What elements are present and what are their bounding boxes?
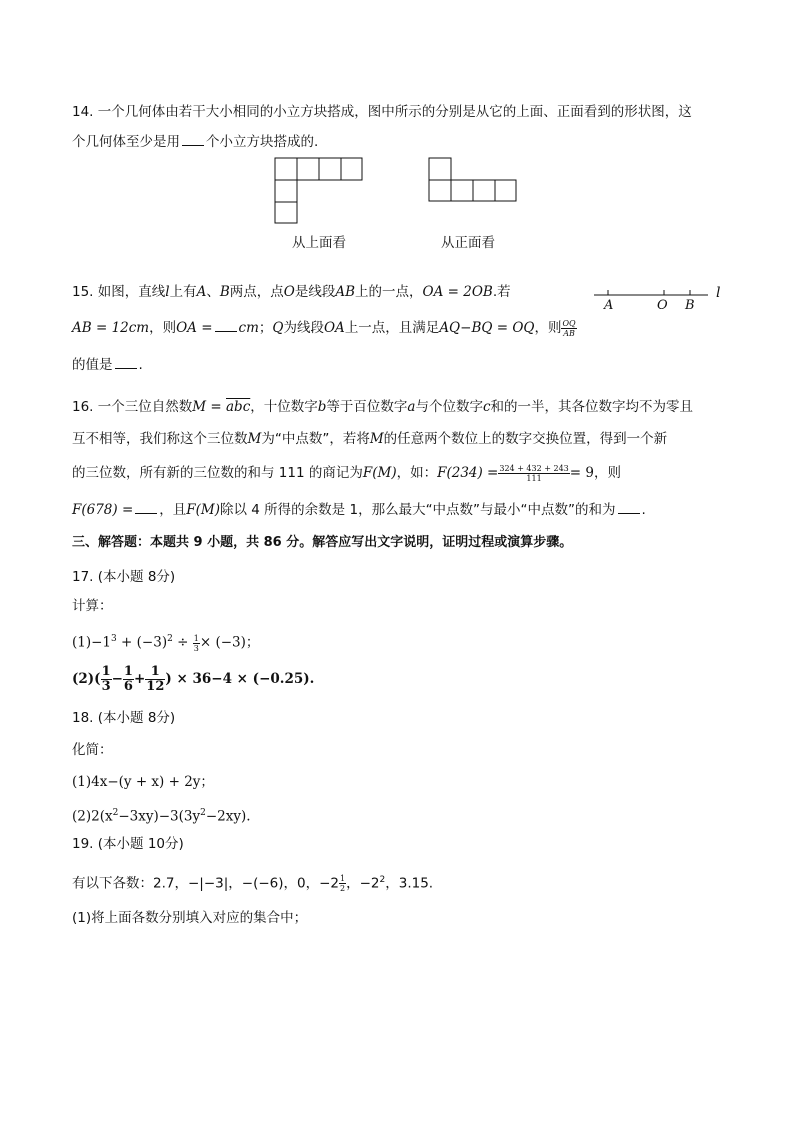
q17-instruction: 计算： [72, 598, 113, 614]
q15-line3: 的值是 . [72, 357, 143, 373]
top-view-caption: 从上面看 [292, 235, 346, 251]
q15-line2: AB = 12cm，则OA = cm；Q为线段OA上一点，且满足AQ−BQ = OQ，则 $\frac{OQ}{AB}$ [72, 318, 576, 338]
q19-numbers: 有以下各数：2.7，−|−3|，−(−6)，0，−2 $\frac{1}{2}$ ，$-2^2$，3.15. [72, 874, 434, 893]
point-a-label: A [604, 298, 614, 313]
q19-heading: 19. (本小题 10分) [72, 836, 184, 852]
q17-part2: (2)( $\frac{1}{3}$ − $\frac{1}{6}$ + $\frac{1}{12}$ ) × 36−4 × (−0.25). [72, 664, 315, 694]
front-view-figure [428, 157, 518, 203]
answer-blank [115, 356, 137, 369]
q18-part1: (1)4x−(y + x) + 2y； [72, 774, 214, 790]
answer-blank [182, 133, 204, 146]
q16-line1: 16. 一个三位自然数$M = \overline{abc}$，十位数字b等于百位数字a与个位数字c和的一半，其各位数字均不为零且 [72, 399, 694, 415]
q18-heading: 18. (本小题 8分) [72, 710, 176, 726]
answer-blank [618, 501, 640, 514]
front-view-caption: 从正面看 [441, 235, 495, 251]
fraction-oq-ab: $\frac{OQ}{AB}$ [562, 318, 576, 338]
line-l-label: l [716, 285, 721, 301]
fraction-f234: $\frac{324 + 432 + 243}{111}$ [499, 463, 569, 483]
q17-part1: $(1)-1^3 + (-3)^2$ ÷ $\frac{1}{3}$ × (−3)； [72, 633, 260, 653]
section-3-heading: 三、解答题：本题共 9 小题，共 86 分。解答应写出文字说明，证明过程或演算步骤。 [72, 535, 573, 550]
q16-line2: 互不相等，我们称这个三位数M为“中点数”，若将M的任意两个数位上的数字交换位置，得到一个新 [72, 431, 668, 447]
q15-line1: 15. 如图，直线l上有A、B两点，点O是线段AB上的一点，OA = 2OB.若 [72, 284, 511, 300]
q14-line1: 14. 一个几何体由若干大小相同的小立方块搭成，图中所示的分别是从它的上面、正面看到的形状图，这 [72, 104, 692, 120]
q19-part1: (1)将上面各数分别填入对应的集合中； [72, 910, 308, 926]
answer-blank [135, 501, 157, 514]
q16-line4: F(678) = ，且F(M)除以 4 所得的余数是 1，那么最大“中点数”与最小“中点数”的和为 . [72, 502, 646, 518]
top-view-figure [274, 157, 364, 225]
q16-line3: 的三位数，所有新的三位数的和与 111 的商记为F(M)，如：F(234) = $\frac{324 + 432 + 243}{111}$ = 9，则 [72, 463, 621, 483]
point-b-label: B [685, 298, 695, 313]
q17-heading: 17. (本小题 8分) [72, 569, 176, 585]
q14-line2: 个几何体至少是用 个小立方块搭成的. [72, 134, 319, 150]
q18-part2: $(2)2(x^2-3xy)-3(3y^2-2xy)$. [72, 808, 251, 825]
point-o-label: O [657, 298, 668, 313]
q18-instruction: 化简： [72, 742, 113, 758]
